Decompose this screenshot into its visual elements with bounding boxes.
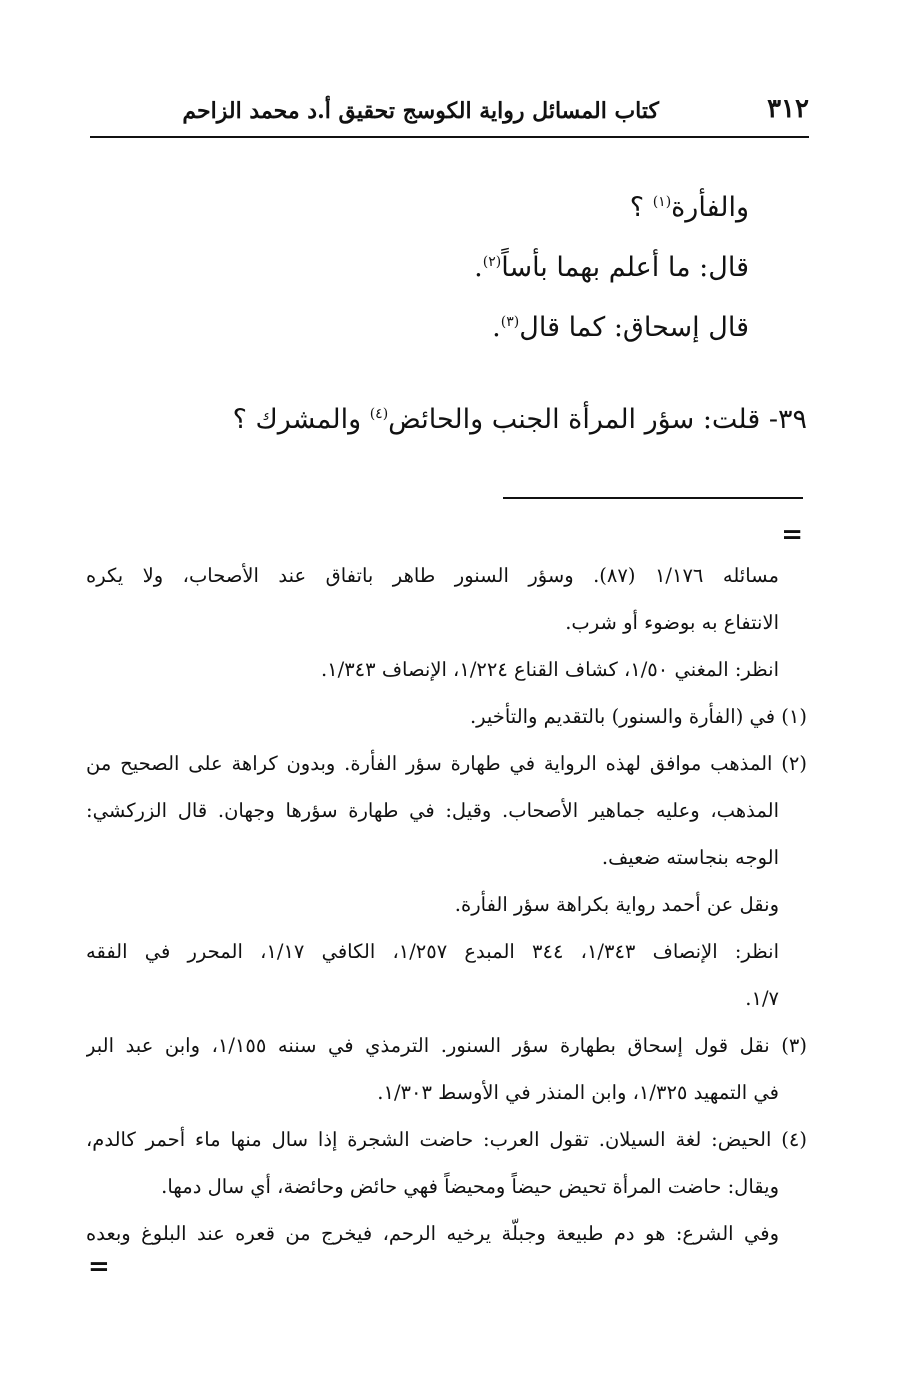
- footnote-ref-3[interactable]: (٣): [500, 314, 520, 330]
- footnote-line: ويقال: حاضت المرأة تحيض حيضاً ومحيضاً فهي حائض وحائضة، أي سال دمها.: [161, 1175, 779, 1198]
- footnote-line: ١/٧.: [745, 987, 779, 1010]
- footnote-ref-2[interactable]: (٢): [482, 254, 502, 270]
- footnote-2: (٢) المذهب موافق لهذه الرواية في طهارة سؤر الفأرة. وبدون كراهة على الصحيح من: [86, 752, 807, 775]
- page-number: ٣١٢: [767, 94, 809, 124]
- footnote-separator: [503, 497, 803, 499]
- footnote-ref-1[interactable]: (١): [652, 194, 672, 210]
- main-line-2: قال: ما أعلم بهما بأساً$^{(٢)}$.: [474, 252, 749, 283]
- page-header: [90, 92, 809, 138]
- continuation-mark-bottom: =: [88, 1252, 110, 1282]
- main-text: [120, 178, 749, 358]
- running-title: كتاب المسائل رواية الكوسج تحقيق أ.د محمد الزاحم: [182, 98, 659, 124]
- footnote-line: الانتفاع به بوضوء أو شرب.: [565, 611, 779, 634]
- footnote-ref-4[interactable]: (٤): [369, 406, 389, 422]
- main-line-1: والفأرة$^{(١)}$ ؟: [629, 192, 749, 223]
- main-line-3: قال إسحاق: كما قال$^{(٣)}$.: [492, 312, 749, 343]
- continuation-mark-top: =: [781, 520, 803, 550]
- footnote-4: (٤) الحيض: لغة السيلان. تقول العرب: حاضت الشجرة إذا سال منها ماء أحمر كالدم،: [86, 1128, 807, 1151]
- footnotes: [86, 552, 807, 1257]
- question-39: ٣٩- قلت: سؤر المرأة الجنب والحائض$^{(٤)}$ والمشرك ؟: [232, 404, 807, 435]
- footnote-line: الوجه بنجاسته ضعيف.: [601, 846, 779, 869]
- footnote-line: مسائله ١/١٧٦ (٨٧). وسؤر السنور طاهر باتفاق عند الأصحاب، ولا يكره: [86, 564, 779, 587]
- footnote-line: وفي الشرع: هو دم طبيعة وجبلّة يرخيه الرحم، فيخرج من قعره عند البلوغ وبعده: [86, 1222, 779, 1245]
- footnote-line: ونقل عن أحمد رواية بكراهة سؤر الفأرة.: [454, 893, 779, 916]
- footnote-1: (١) في (الفأرة والسنور) بالتقديم والتأخير.: [469, 705, 807, 728]
- footnote-line: انظر: الإنصاف ١/٣٤٣، ٣٤٤ المبدع ١/٢٥٧، الكافي ١/١٧، المحرر في الفقه: [86, 940, 780, 963]
- footnote-line: انظر: المغني ١/٥٠، كشاف القناع ١/٢٢٤، الإنصاف ١/٣٤٣.: [320, 658, 779, 681]
- footnote-3: (٣) نقل قول إسحاق بطهارة سؤر السنور. الترمذي في سننه ١/١٥٥، وابن عبد البر: [86, 1034, 807, 1057]
- footnote-line: المذهب، وعليه جماهير الأصحاب. وقيل: في طهارة سؤرها وجهان. قال الزركشي:: [86, 799, 779, 822]
- footnote-line: في التمهيد ١/٣٢٥، وابن المنذر في الأوسط ١/٣٠٣.: [377, 1081, 779, 1104]
